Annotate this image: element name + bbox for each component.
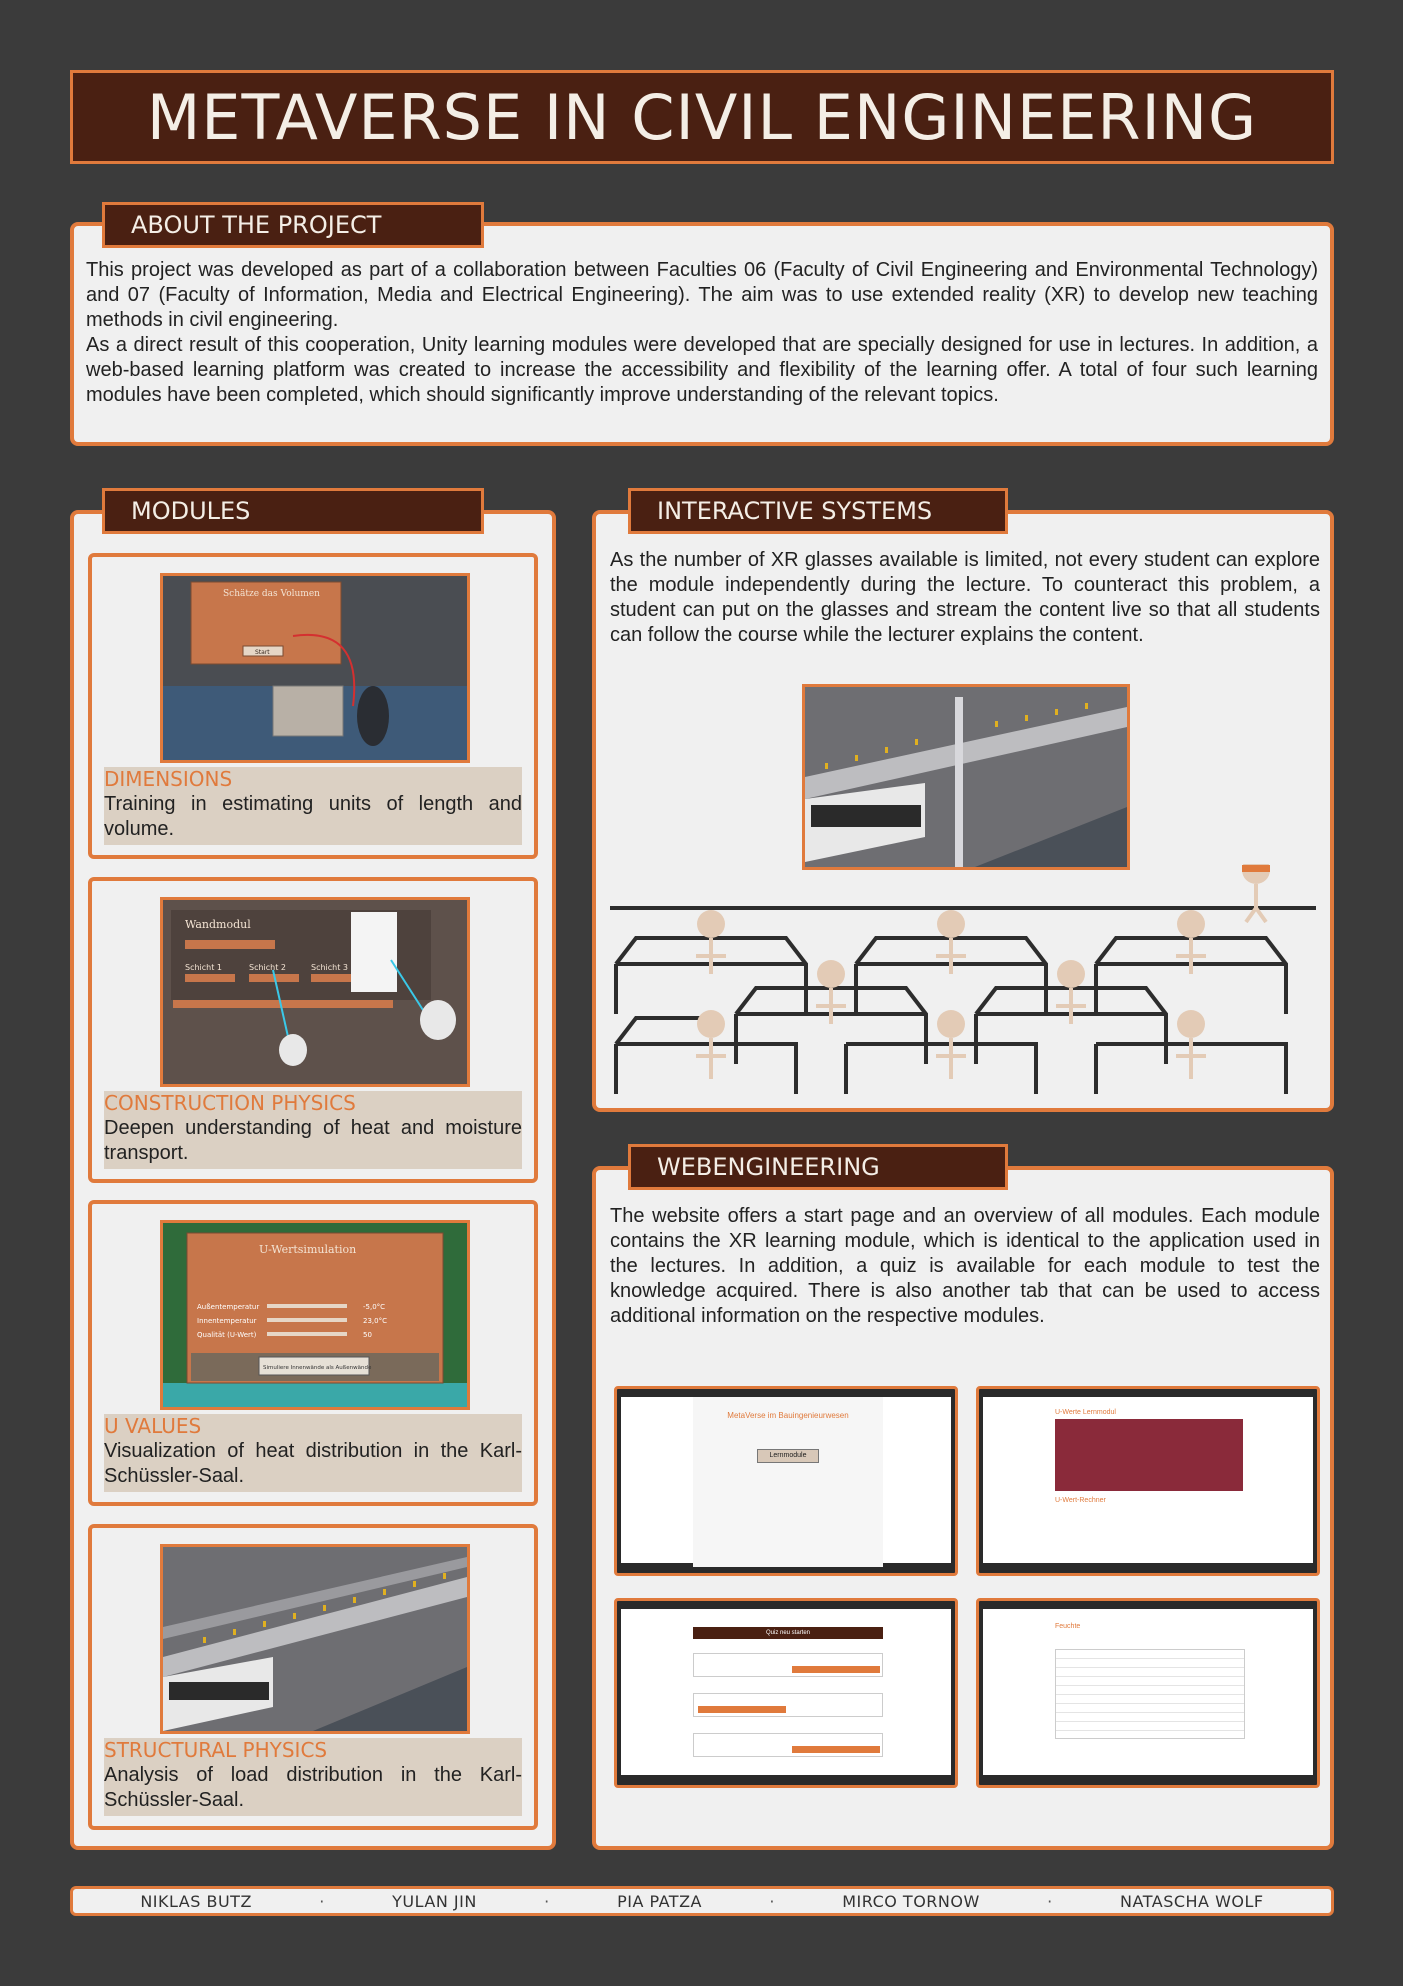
web-screen-info-heading: Feuchte — [1055, 1623, 1081, 1630]
module-image-structural-physics — [160, 1544, 470, 1734]
authors-bar: NIKLAS BUTZ · YULAN JIN · PIA PATZA · MIRCO TORNOW · NATASCHA WOLF — [70, 1886, 1334, 1916]
about-heading: ABOUT THE PROJECT — [102, 202, 484, 248]
interactive-heading: INTERACTIVE SYSTEMS — [628, 488, 1008, 534]
construction-layer-3: Schicht 3 — [311, 963, 349, 972]
web-screen-start-button[interactable]: Lernmodule — [757, 1449, 819, 1463]
web-screen-u-values-sub: U-Wert-Rechner — [1055, 1497, 1106, 1504]
quiz-question-1 — [693, 1653, 883, 1677]
module-text-construction-physics: Deepen understanding of heat and moisture transport. — [104, 1117, 522, 1164]
web-screen-quiz-heading[interactable]: Quiz neu starten — [693, 1627, 883, 1639]
u-values-row-2-value: 23,0°C — [363, 1317, 387, 1325]
dimensions-start-button: Start — [255, 649, 270, 656]
module-title-construction-physics: CONSTRUCTION PHYSICS — [104, 1091, 356, 1115]
web-screen-info[interactable] — [976, 1598, 1320, 1788]
u-values-scene — [163, 1223, 467, 1407]
u-values-row-2-label: Innentemperatur — [197, 1317, 257, 1325]
author-3: PIA PATZA — [617, 1891, 702, 1911]
module-title-dimensions: DIMENSIONS — [104, 767, 233, 791]
about-text — [86, 258, 1318, 408]
module-caption-dimensions — [104, 767, 522, 845]
web-screen-u-values[interactable] — [976, 1386, 1320, 1576]
module-text-dimensions: Training in estimating units of length and volume. — [104, 793, 522, 840]
construction-scene — [163, 900, 467, 1084]
info-table — [1055, 1649, 1245, 1739]
u-values-screen-label: U-Wertsimulation — [259, 1243, 357, 1256]
u-values-row-1-value: -5,0°C — [363, 1303, 386, 1311]
module-image-dimensions — [160, 573, 470, 763]
u-values-row-1-label: Außentemperatur — [197, 1303, 260, 1311]
poster-title: METAVERSE IN CIVIL ENGINEERING — [146, 80, 1258, 154]
construction-layer-1: Schicht 1 — [185, 963, 223, 972]
web-screen-quiz[interactable] — [614, 1598, 958, 1788]
module-title-u-values: U VALUES — [104, 1414, 202, 1438]
web-text: The website offers a start page and an overview of all modules. Each module contains the XR learning module, which is identical to the application used in the lectures. In addition, a quiz is available for each module to test the knowledge acquired. There is also another tab that can be used to access additional information on the respective modules. — [610, 1205, 1320, 1327]
web-screen-u-values-render — [1055, 1419, 1243, 1491]
dimensions-scene — [163, 576, 467, 760]
about-paragraph-1: This project was developed as part of a collaboration between Faculties 06 (Faculty of Civil Engineering and Environmental Technology) and 07 (Faculty of Information, Media and Electrical Engineering). The aim was to use extended reality (XR) to develop new teaching methods in civil engineering. — [86, 259, 1318, 331]
construction-layer-2: Schicht 2 — [249, 963, 287, 972]
interactive-scene — [805, 687, 1127, 867]
modules-heading: MODULES — [102, 488, 484, 534]
u-values-row-3-value: 50 — [363, 1331, 372, 1339]
module-text-u-values: Visualization of heat distribution in the Karl-Schüssler-Saal. — [104, 1440, 522, 1487]
structural-scene — [163, 1547, 467, 1731]
module-card-construction-physics[interactable] — [88, 877, 538, 1183]
module-card-structural-physics[interactable] — [88, 1524, 538, 1830]
web-screen-start[interactable] — [614, 1386, 958, 1576]
about-panel — [70, 222, 1334, 446]
module-caption-structural-physics — [104, 1738, 522, 1816]
web-screen-u-values-heading: U-Werte Lernmodul — [1055, 1409, 1116, 1416]
web-panel — [592, 1166, 1334, 1850]
poster-title-box — [70, 70, 1334, 164]
module-image-construction-physics — [160, 897, 470, 1087]
author-1: NIKLAS BUTZ — [140, 1891, 252, 1911]
interactive-text: As the number of XR glasses available is limited, not every student can explore the module independently during the lecture. To counteract this problem, a student can put on the glasses and stream the content live so that all students can follow the course while the lecturer explains the content. — [610, 549, 1320, 646]
web-heading: WEBENGINEERING — [628, 1144, 1008, 1190]
about-paragraph-2: As a direct result of this cooperation, Unity learning modules were developed that are specially designed for use in lectures. In addition, a web-based learning platform was created to increase the accessibility and flexibility of the learning offer. A total of four such learning modules have been completed, which should significantly improve understanding of the relevant topics. — [86, 334, 1318, 406]
construction-screen-label: Wandmodul — [185, 918, 251, 931]
interactive-vr-image — [802, 684, 1130, 870]
author-2: YULAN JIN — [392, 1891, 477, 1911]
module-caption-u-values — [104, 1414, 522, 1492]
interactive-panel — [592, 510, 1334, 1112]
classroom-illustration — [596, 864, 1336, 1094]
u-values-row-3-label: Qualität (U-Wert) — [197, 1331, 257, 1339]
author-4: MIRCO TORNOW — [842, 1891, 980, 1911]
module-caption-construction-physics — [104, 1091, 522, 1169]
module-image-u-values — [160, 1220, 470, 1410]
author-5: NATASCHA WOLF — [1120, 1891, 1264, 1911]
module-card-dimensions[interactable] — [88, 553, 538, 859]
module-card-u-values[interactable] — [88, 1200, 538, 1506]
module-text-structural-physics: Analysis of load distribution in the Karl-Schüssler-Saal. — [104, 1764, 522, 1811]
dimensions-screen-label: Schätze das Volumen — [223, 589, 320, 599]
students — [696, 910, 1206, 1079]
quiz-question-2 — [693, 1693, 883, 1717]
u-values-simulate-button: Simuliere Innenwände als Außenwände — [263, 1365, 372, 1371]
quiz-question-3 — [693, 1733, 883, 1757]
web-screen-start-heading: MetaVerse im Bauingenieurwesen — [727, 1411, 849, 1420]
module-title-structural-physics: STRUCTURAL PHYSICS — [104, 1738, 328, 1762]
